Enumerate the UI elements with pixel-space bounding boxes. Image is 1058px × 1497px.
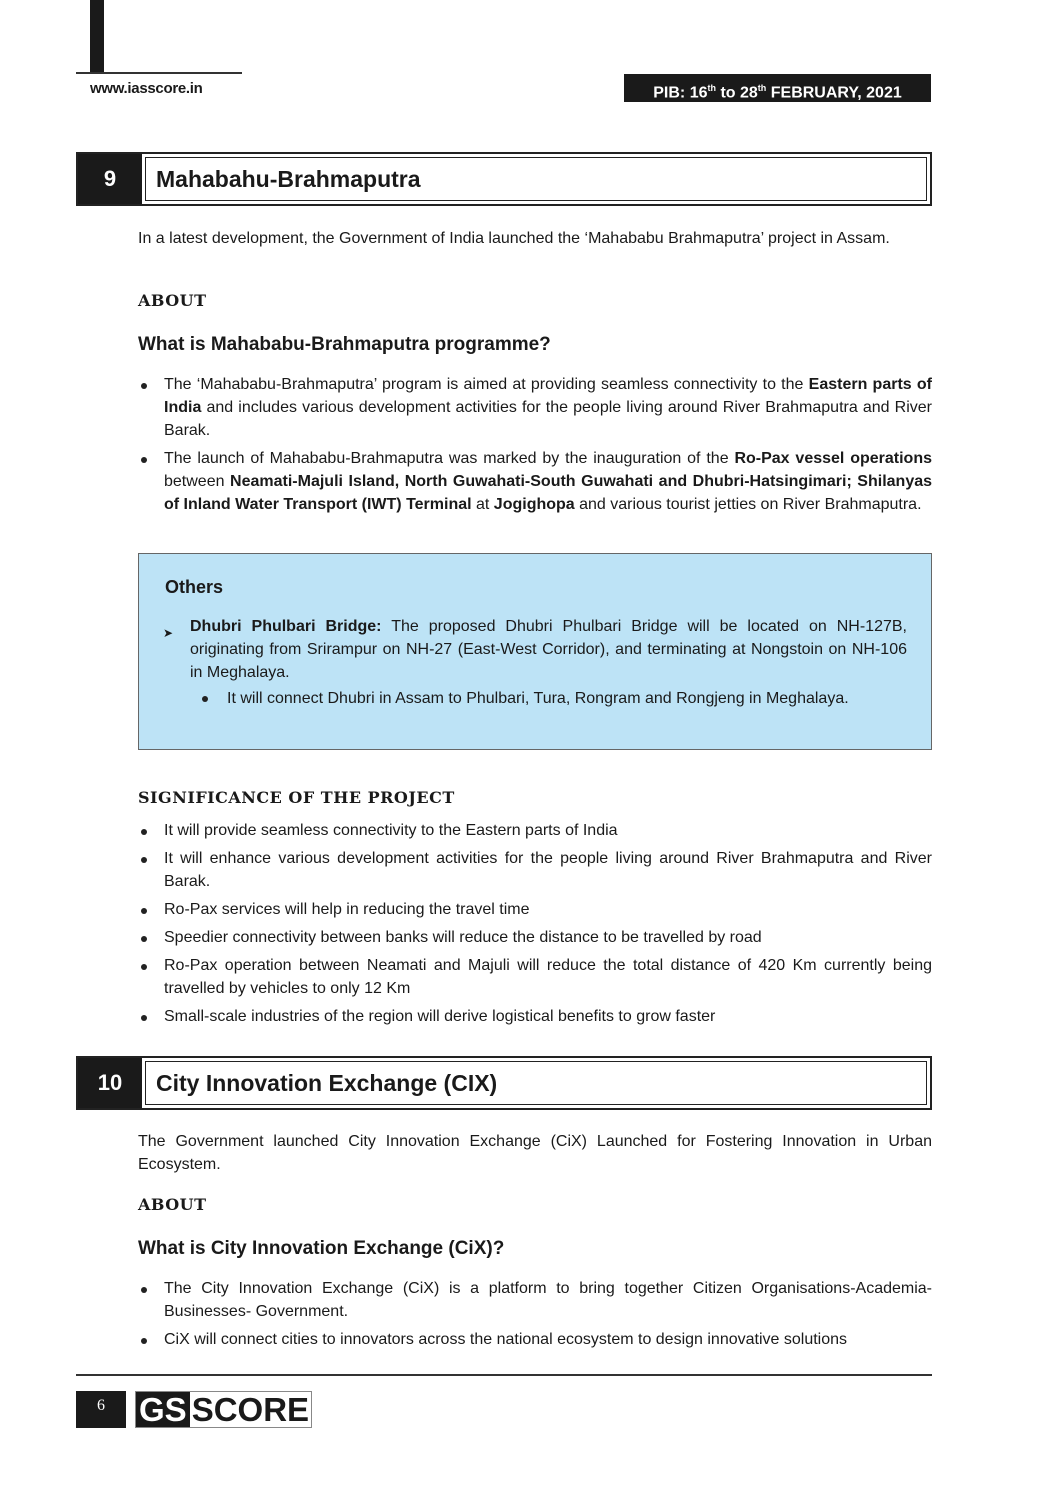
bold-text: Jogighopa bbox=[493, 496, 575, 513]
bold-text: Neamati-Majuli Island, North Guwahati-South Guwahati and Dhubri-Hatsingimari; Shilanyas of Inland Water Transport (IWT) Terminal bbox=[164, 473, 933, 513]
bullet-list bbox=[138, 373, 932, 521]
header-bar-decoration bbox=[90, 0, 104, 72]
footer-rule bbox=[76, 1374, 932, 1376]
section-header bbox=[76, 152, 932, 206]
question-heading: What is City Innovation Exchange (CiX)? bbox=[138, 1238, 505, 1259]
others-item-title: Dhubri Phulbari Bridge: bbox=[190, 618, 382, 635]
section-title: City Innovation Exchange (CIX) bbox=[145, 1061, 927, 1105]
header-rule bbox=[76, 72, 242, 74]
text: CiX will connect cities to innovators across the national ecosystem to design innovative solutions bbox=[164, 1331, 848, 1348]
list-item bbox=[138, 373, 932, 442]
about-heading: ABOUT bbox=[138, 1195, 207, 1214]
text: The City Innovation Exchange (CiX) is a platform to bring together Citizen Organisations-Academia-Businesses- Government. bbox=[164, 1280, 932, 1320]
list-item: Ro-Pax services will help in reducing the travel time bbox=[138, 898, 932, 921]
issue-text: to 28 bbox=[716, 84, 758, 102]
list-item bbox=[138, 447, 932, 516]
intro-paragraph: In a latest development, the Government of India launched the ‘Mahababu Brahmaputra’ project in Assam. bbox=[138, 230, 890, 247]
list-item: Ro-Pax operation between Neamati and Majuli will reduce the total distance of 420 Km currently being travelled by vehicles to only 12 Km bbox=[138, 954, 932, 1000]
text: at bbox=[471, 496, 494, 513]
section-number: 10 bbox=[78, 1058, 142, 1108]
list-item bbox=[138, 1277, 932, 1323]
section-header bbox=[76, 1056, 932, 1110]
others-subitem: It will connect Dhubri in Assam to Phulbari, Tura, Rongram and Rongjeng in Meghalaya. bbox=[227, 687, 907, 710]
list-item: It will provide seamless connectivity to the Eastern parts of India bbox=[138, 819, 932, 842]
others-item-text: The proposed Dhubri Phulbari Bridge will be located on NH-127B, originating from Srirampur on NH-27 (East-West Corridor), and terminating at Nongstoin on NH-106 in Meghalaya. bbox=[190, 618, 907, 681]
bold-text: Ro-Pax vessel operations bbox=[734, 450, 933, 467]
issue-sup: th bbox=[757, 83, 767, 93]
text: between bbox=[164, 473, 231, 490]
text: and includes various development activities for the people living around River Brahmaputra and River Barak. bbox=[164, 399, 932, 439]
issue-banner bbox=[624, 74, 931, 102]
issue-sup: th bbox=[707, 83, 716, 93]
list-item: Small-scale industries of the region will derive logistical benefits to grow faster bbox=[138, 1005, 932, 1028]
page-number: 6 bbox=[76, 1391, 126, 1428]
list-item bbox=[138, 1328, 932, 1351]
section-title: Mahabahu-Brahmaputra bbox=[145, 157, 927, 201]
bullet-list bbox=[138, 1277, 932, 1356]
intro-paragraph: The Government launched City Innovation Exchange (CiX) Launched for Fostering Innovation in Urban Ecosystem. bbox=[138, 1133, 932, 1173]
significance-list bbox=[138, 819, 932, 1033]
question-heading: What is Mahababu-Brahmaputra programme? bbox=[138, 334, 551, 355]
text: and various tourist jetties on River Brahmaputra. bbox=[574, 496, 922, 513]
issue-text: FEBRUARY, 2021 bbox=[766, 84, 902, 102]
list-item: It will enhance various development activities for the people living around River Brahmaputra and River Barak. bbox=[138, 847, 932, 893]
bold-text: Eastern parts of India bbox=[164, 376, 932, 416]
gsscore-logo bbox=[135, 1391, 312, 1428]
website-link[interactable]: www.iasscore.in bbox=[90, 80, 203, 97]
logo-score: SCORE bbox=[191, 1391, 310, 1428]
arrow-bullet-icon: ➤ bbox=[163, 626, 174, 640]
list-item: Speedier connectivity between banks will reduce the distance to be travelled by road bbox=[138, 926, 932, 949]
issue-text: PIB: 16 bbox=[653, 84, 708, 102]
about-heading: ABOUT bbox=[138, 291, 207, 310]
text: The ‘Mahababu-Brahmaputra’ program is aimed at providing seamless connectivity to the bbox=[164, 376, 809, 393]
text: The launch of Mahababu-Brahmaputra was marked by the inauguration of the bbox=[164, 450, 735, 467]
section-number: 9 bbox=[78, 154, 142, 204]
others-item bbox=[190, 615, 907, 684]
logo-gs: GS bbox=[136, 1392, 190, 1427]
others-box bbox=[138, 553, 932, 750]
significance-heading: SIGNIFICANCE OF THE PROJECT bbox=[138, 788, 455, 807]
others-heading: Others bbox=[165, 577, 224, 597]
